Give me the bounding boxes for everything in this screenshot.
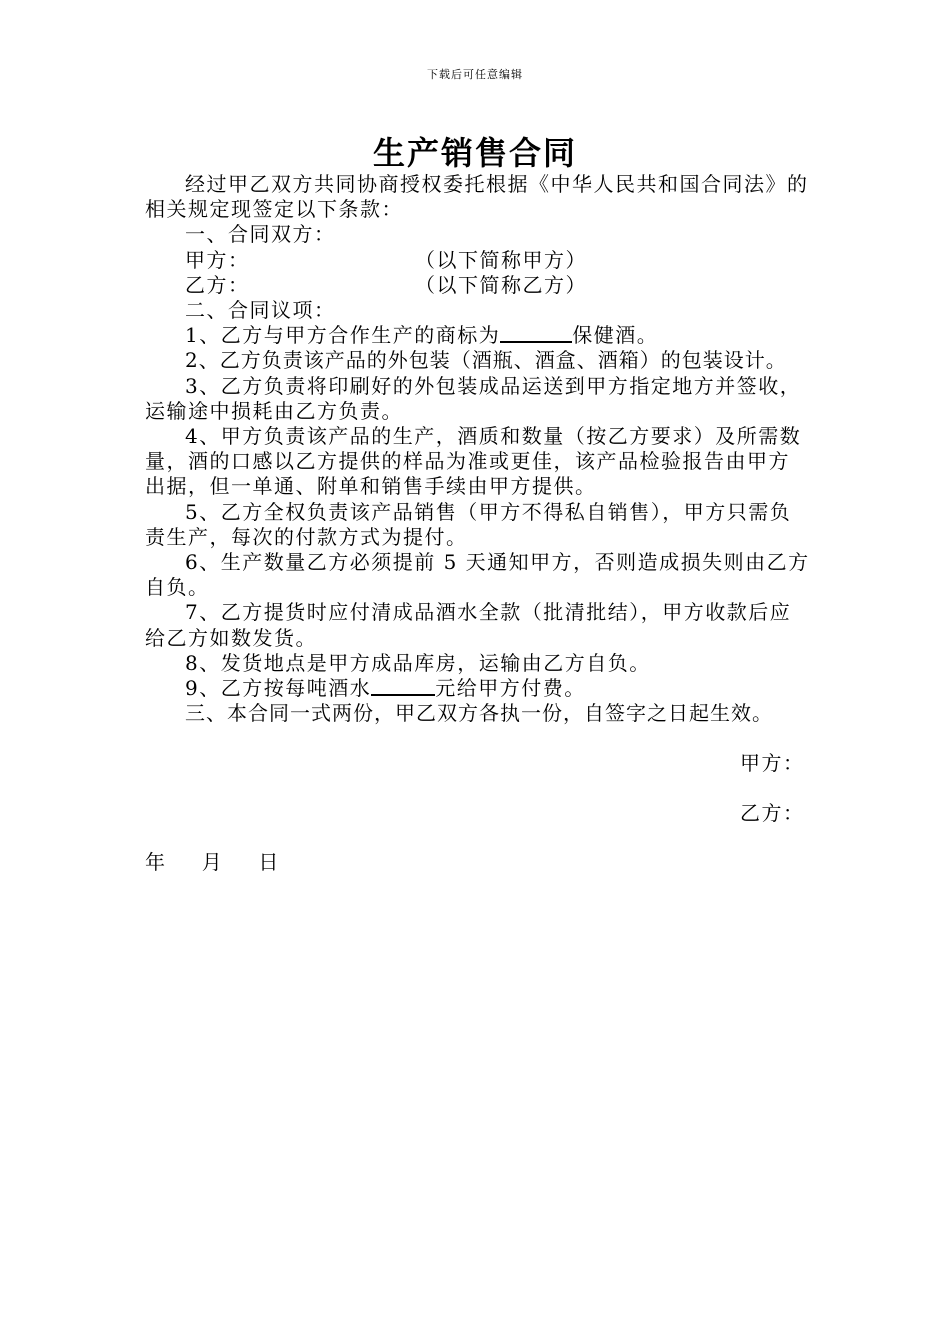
party-b-label: 乙方：	[185, 272, 250, 297]
contract-body	[145, 172, 811, 726]
item-9-text-before: 9、乙方按每吨酒水	[185, 676, 372, 701]
section-3-paragraph: 三、本合同一式两份，甲乙双方各执一份，自签字之日起生效。	[185, 701, 773, 726]
signing-date: 年 月 日	[145, 850, 279, 874]
item-2: 2、乙方负责该产品的外包装（酒瓶、酒盒、酒箱）的包装设计。	[185, 348, 787, 373]
item-9-text-after: 元给甲方付费。	[435, 676, 586, 701]
section-1-heading: 一、合同双方：	[185, 222, 336, 247]
price-blank	[371, 676, 435, 696]
document-title: 生产销售合同	[372, 134, 577, 172]
trademark-blank	[500, 323, 572, 343]
party-a-note: （以下简称甲方）	[415, 247, 587, 272]
party-b-line	[145, 273, 811, 298]
item-9	[145, 676, 811, 701]
item-4: 4、甲方负责该产品的生产，酒质和数量（按乙方要求）及所需数量，酒的口感以乙方提供的样品为准或更佳，该产品检验报告由甲方出据，但一单通、附单和销售手续由甲方提供。	[145, 424, 802, 499]
page-header: 下载后可任意编辑	[427, 68, 523, 81]
item-3: 3、乙方负责将印刷好的外包装成品运送到甲方指定地方并签收，运输途中损耗由乙方负责。	[145, 373, 802, 423]
item-5: 5、乙方全权负责该产品销售（甲方不得私自销售），甲方只需负责生产，每次的付款方式为提付。	[145, 499, 792, 549]
party-b-note: （以下简称乙方）	[415, 272, 587, 297]
item-8: 8、发货地点是甲方成品库房，运输由乙方自负。	[185, 650, 651, 675]
item-1	[145, 323, 811, 348]
section-2-heading: 二、合同议项：	[185, 298, 336, 323]
party-b-signature: 乙方：	[740, 801, 805, 825]
party-a-line	[145, 248, 811, 273]
item-1-text-before: 1、乙方与甲方合作生产的商标为	[185, 323, 501, 348]
item-1-text-after: 保健酒。	[572, 323, 659, 348]
party-a-signature: 甲方：	[740, 751, 805, 775]
intro-paragraph: 经过甲乙双方共同协商授权委托根据《中华人民共和国合同法》的相关规定现签定以下条款：	[145, 172, 809, 222]
party-a-label: 甲方：	[185, 247, 250, 272]
item-7: 7、乙方提货时应付清成品酒水全款（批清批结），甲方收款后应给乙方如数发货。	[145, 600, 792, 650]
item-6: 6、生产数量乙方必须提前 5 天通知甲方，否则造成损失则由乙方自负。	[145, 550, 810, 600]
